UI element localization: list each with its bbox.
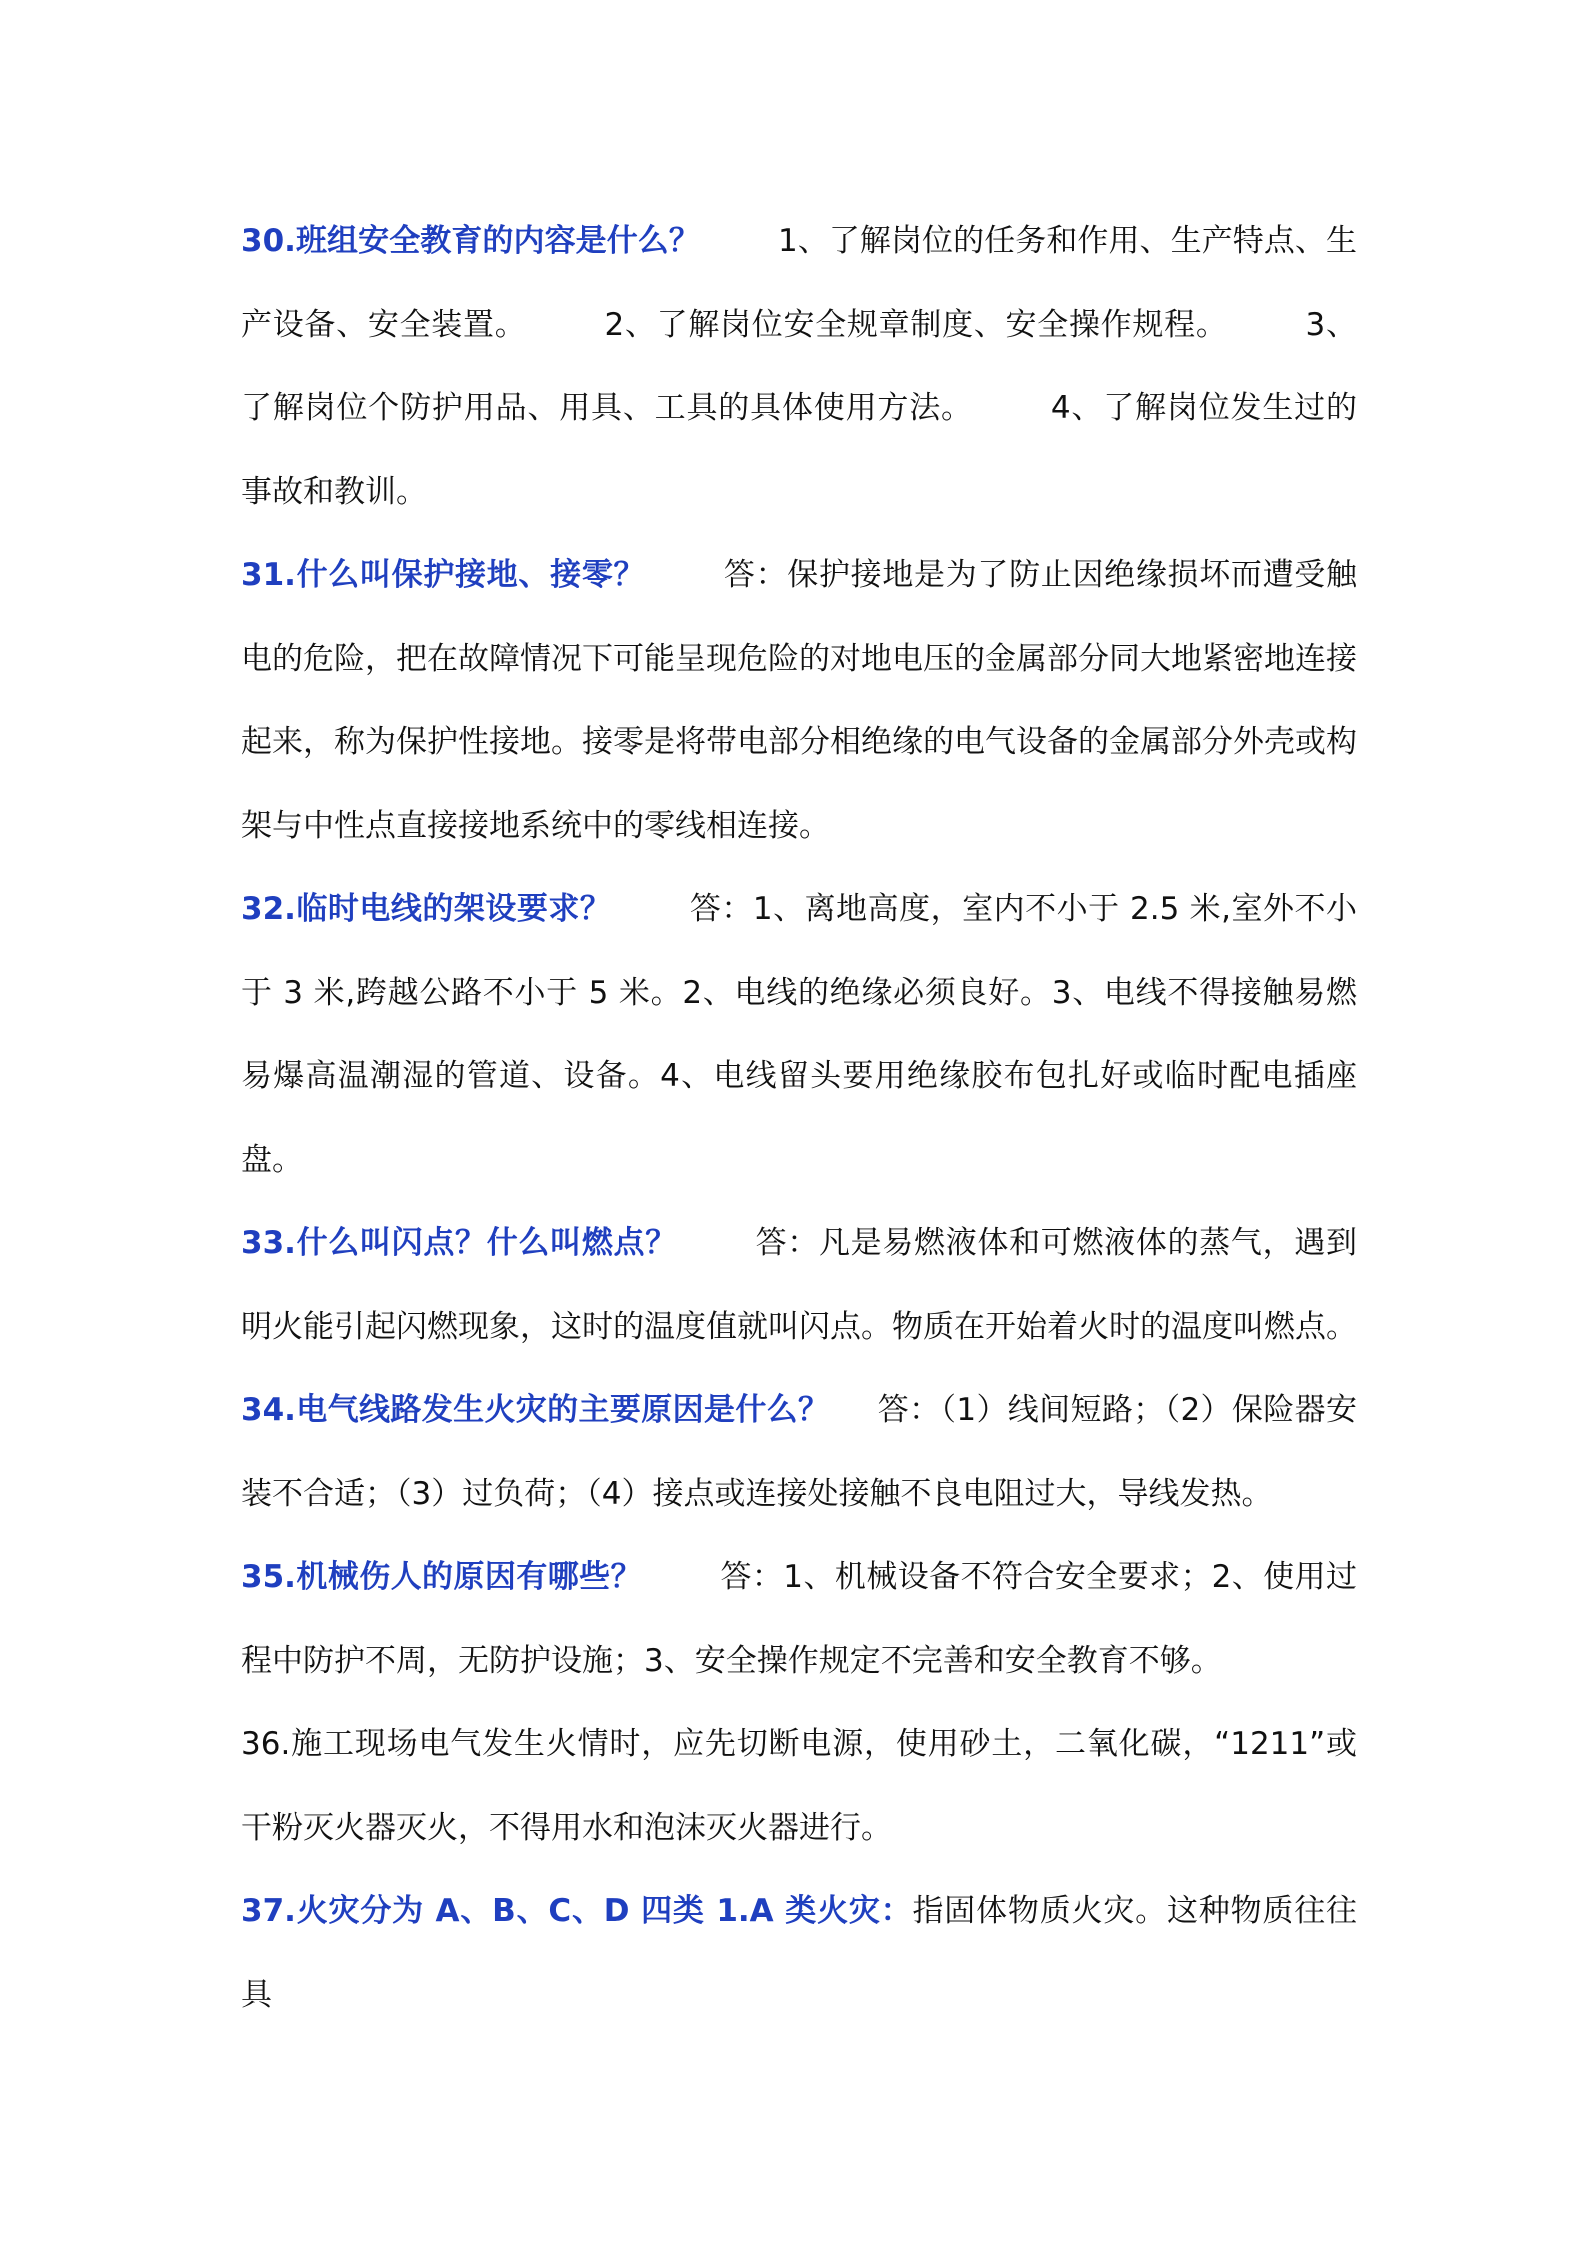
statement-36: 36.施工现场电气发生火情时，应先切断电源，使用砂土，二氧化碳，“1211”或干粉灭火器灭火，不得用水和泡沫灭火器进行。 — [241, 1726, 1357, 1846]
question-30: 30.班组安全教育的内容是什么？ — [241, 223, 700, 259]
answer-35: 答：1、机械设备不符合安全要求；2、使用过程中防护不周，无防护设施；3、安全操作规定不完善和安全教育不够。 — [241, 1559, 1357, 1679]
qa-item-32 — [241, 868, 1357, 1202]
qa-item-30 — [241, 200, 1357, 534]
qa-item-37 — [241, 1870, 1357, 2037]
answer-30-part-4: 4、了解岗位发生过的事故和教训。 — [241, 390, 1357, 510]
question-35: 35.机械伤人的原因有哪些？ — [241, 1559, 643, 1595]
answer-34: 答：（1）线间短路；（2）保险器安装不合适；（3）过负荷；（4）接点或连接处接触不良电阻过大，导线发热。 — [241, 1392, 1357, 1512]
qa-item-35 — [241, 1536, 1357, 1703]
answer-31: 答：保护接地是为了防止因绝缘损坏而遭受触电的危险，把在故障情况下可能呈现危险的对地电压的金属部分同大地紧密地连接起来，称为保护性接地。接零是将带电部分相绝缘的电气设备的金属部分外壳或构架与中性点直接接地系统中的零线相连接。 — [241, 557, 1357, 844]
answer-37: 指固体物质火灾。这种物质往往具 — [241, 1893, 1358, 2013]
question-32: 32.临时电线的架设要求？ — [241, 891, 612, 927]
answer-32: 答：1、离地高度，室内不小于 2.5 米,室外不小于 3 米,跨越公路不小于 5 米。2、电线的绝缘必须良好。3、电线不得接触易燃易爆高温潮湿的管道、设备。4、电线留头要用绝缘胶布包扎好或临时配电插座盘。 — [241, 891, 1357, 1178]
question-37: 37.火灾分为 A、B、C、D 四类 1.A 类火灾： — [241, 1893, 913, 1929]
answer-30-part-1: 1、了解岗位的任务和作用、生产特点、生产设备、安全装置。 — [241, 223, 1357, 343]
qa-item-34 — [241, 1369, 1357, 1536]
qa-item-31 — [241, 534, 1357, 868]
document-page — [241, 200, 1357, 2037]
answer-33: 答：凡是易燃液体和可燃液体的蒸气，遇到明火能引起闪燃现象，这时的温度值就叫闪点。物质在开始着火时的温度叫燃点。 — [241, 1225, 1357, 1345]
answer-30-part-3: 3、了解岗位个防护用品、用具、工具的具体使用方法。 — [241, 306, 1357, 426]
question-33: 33.什么叫闪点？什么叫燃点？ — [241, 1225, 677, 1261]
qa-item-33 — [241, 1202, 1357, 1369]
answer-30-part-2: 2、了解岗位安全规章制度、安全操作规程。 — [604, 306, 1228, 343]
question-34: 34.电气线路发生火灾的主要原因是什么？ — [241, 1392, 830, 1428]
question-31: 31.什么叫保护接地、接零？ — [241, 557, 646, 593]
item-36 — [241, 1703, 1357, 1870]
